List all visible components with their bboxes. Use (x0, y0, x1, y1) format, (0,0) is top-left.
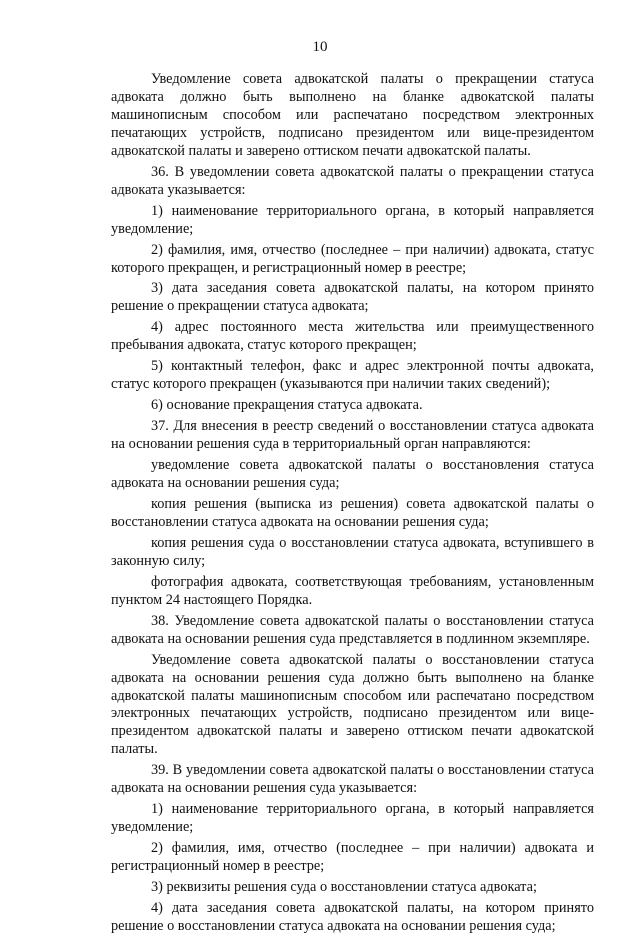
paragraph: копия решения (выписка из решения) совета адвокатской палаты о восстановлении статуса адвоката на основании решения суда; (111, 495, 594, 530)
paragraph: 1) наименование территориального органа, в который направляется уведомление; (111, 801, 594, 836)
paragraph: 2) фамилия, имя, отчество (последнее – при наличии) адвоката и регистрационный номер в реестре; (111, 840, 594, 875)
paragraph: 5) контактный телефон, факс и адрес электронной почты адвоката, статус которого прекращен (указываются при наличии таких сведений); (111, 358, 594, 393)
paragraph: 36. В уведомлении совета адвокатской палаты о прекращении статуса адвоката указывается: (111, 163, 594, 198)
paragraph: Уведомление совета адвокатской палаты о прекращении статуса адвоката должно быть выполнено на бланке адвокатской палаты машинописным способом или распечатано посредством электронных печатающих устройств, подписано президентом или вице-президентом адвокатской палаты и заверено оттиском печати адвокатской палаты. (111, 71, 594, 159)
paragraph: копия решения суда о восстановлении статуса адвоката, вступившего в законную силу; (111, 534, 594, 569)
paragraph: 39. В уведомлении совета адвокатской палаты о восстановлении статуса адвоката на основании решения суда указывается: (111, 762, 594, 797)
paragraph: 2) фамилия, имя, отчество (последнее – при наличии) адвоката, статус которого прекращен, и регистрационный номер в реестре; (111, 241, 594, 276)
paragraph: 37. Для внесения в реестр сведений о восстановлении статуса адвоката на основании решения суда в территориальный орган направляются: (111, 418, 594, 453)
page-number: 10 (312, 39, 328, 55)
paragraph: 3) дата заседания совета адвокатской палаты, на котором принято решение о прекращении статуса адвоката; (111, 280, 594, 315)
paragraph: фотография адвоката, соответствующая требованиям, установленным пунктом 24 настоящего Порядка. (111, 573, 594, 608)
paragraph: 4) дата заседания совета адвокатской палаты, на котором принято решение о восстановлении статуса адвоката на основании решения суда; (111, 899, 594, 934)
paragraph: уведомление совета адвокатской палаты о восстановления статуса адвоката на основании решения суда; (111, 457, 594, 492)
paragraph: 4) адрес постоянного места жительства или преимущественного пребывания адвоката, статус которого прекращен; (111, 319, 594, 354)
paragraph: 6) основание прекращения статуса адвоката. (151, 397, 423, 414)
paragraph: 38. Уведомление совета адвокатской палаты о восстановлении статуса адвоката на основании решения суда представляется в подлинном экземпляре. (111, 612, 594, 647)
paragraph: 3) реквизиты решения суда о восстановлении статуса адвоката; (151, 879, 537, 896)
paragraph: 1) наименование территориального органа, в который направляется уведомление; (111, 202, 594, 237)
document-body (111, 71, 594, 939)
paragraph: Уведомление совета адвокатской палаты о восстановлении статуса адвоката на основании решения суда должно быть выполнено на бланке адвокатской палаты машинописным способом или распечатано посредством электронных печатающих устройств, подписано президентом или вице-президентом адвокатской палаты и заверено оттиском печати адвокатской палаты. (111, 651, 594, 758)
